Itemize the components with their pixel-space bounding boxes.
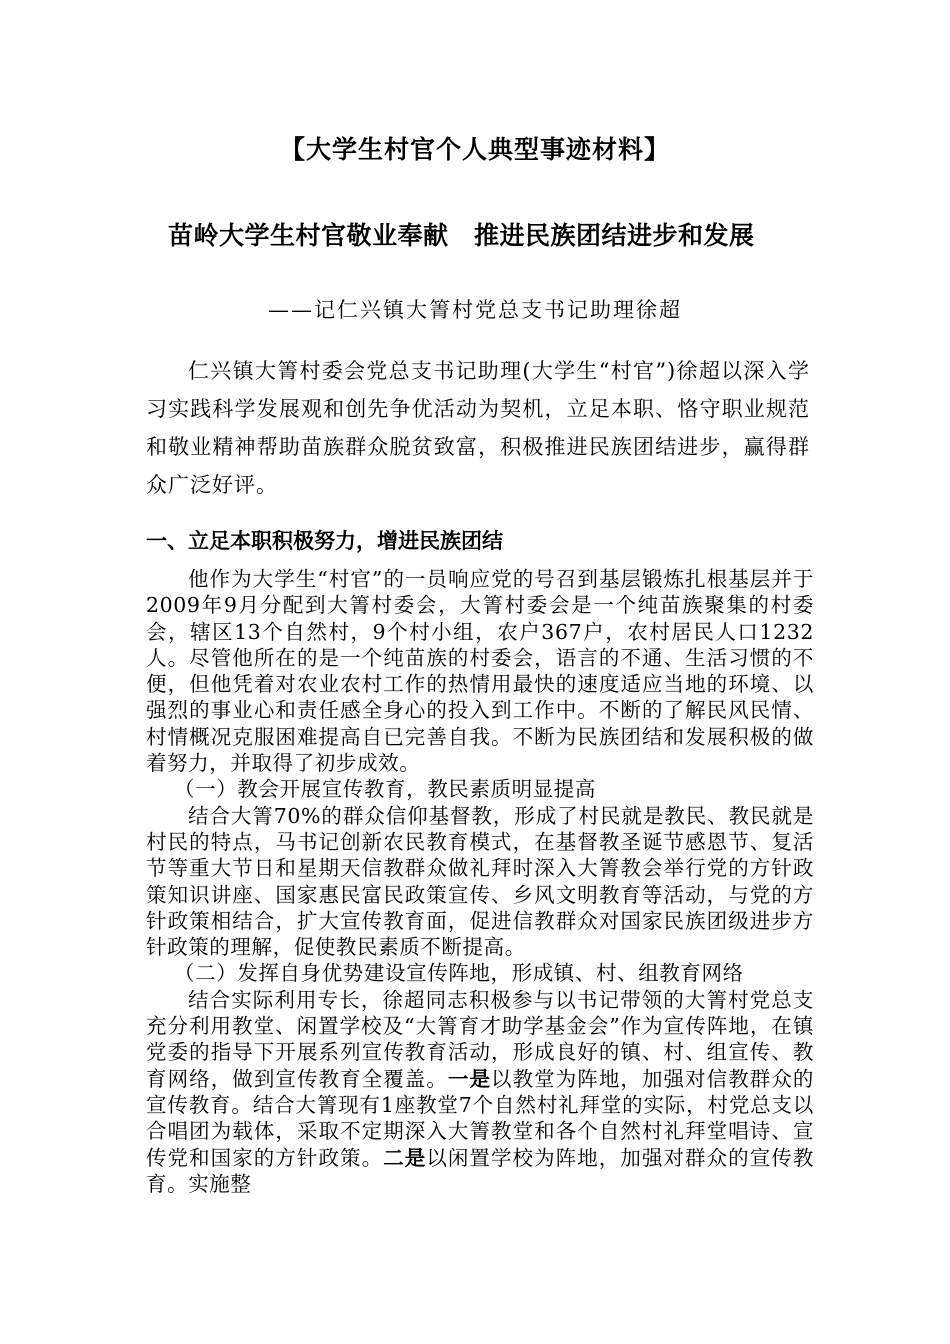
intro-paragraph: 仁兴镇大箐村委会党总支书记助理(大学生“村官”)徐超以深入学习实践科学发展观和创先争优活动为契机，立足本职、恪守职业规范和敬业精神帮助苗族群众脱贫致富，积极推进民族团结进步，赢得群众广泛好评。	[146, 359, 810, 497]
subsection-paragraph	[146, 987, 814, 1197]
paragraph-text: 以教堂为阵地，加强对信教群众的宣传教育。结合大箐现有1座教堂7个自然村礼拜堂的实际，村党总支以合唱团为载体，采取不定期深入大箐教堂和各个自然村礼拜堂唱诗、宣传党和国家的方针政策。	[146, 1066, 815, 1170]
subsection-heading: （二）发挥自身优势建设宣传阵地，形成镇、村、组教育网络	[174, 961, 744, 986]
document-headline: 苗岭大学生村官敬业奉献 推进民族团结进步和发展	[168, 221, 755, 250]
subsection-heading: （一）教会开展宣传教育，教民素质明显提高	[174, 777, 596, 802]
paragraph-text: 结合实际利用专长，徐超同志积极参与以书记带领的大箐村党总支充分利用教堂、闲置学校及“大箐育才助学基金会”作为宣传阵地，在镇党委的指导下开展系列宣传教育活动，形成良好的镇、村、组宣传、教育网络，做到宣传教育全覆盖。	[146, 987, 814, 1091]
document-subtitle: ——记仁兴镇大箐村党总支书记助理徐超	[268, 298, 682, 322]
section-body	[146, 566, 814, 1197]
paragraph-text: 以闲置学校为阵地，加强对群众的宣传教育。实施整	[146, 1145, 814, 1196]
document-title: 【大学生村官个人典型事迹材料】	[279, 135, 670, 164]
section-heading: 一、立足本职积极努力，增进民族团结	[146, 529, 503, 553]
section-paragraph: 他作为大学生“村官”的一员响应党的号召到基层锻炼扎根基层并于2009年9月分配到大箐村委会，大箐村委会是一个纯苗族聚集的村委会，辖区13个自然村，9个村小组，农户367户，农村居民人口1232人。尽管他所在的是一个纯苗族的村委会，语言的不通、生活习惯的不便，但他凭着对农业农村工作的热情用最快的速度适应当地的环境、以强烈的事业心和责任感全身心的投入到工作中。不断的了解民风民情、村情概况克服困难提高自已完善自我。不断为民族团结和发展积极的做着努力，并取得了初步成效。	[146, 567, 814, 776]
subsection-paragraph: 结合大箐70%的群众信仰基督教，形成了村民就是教民、教民就是村民的特点，马书记创新农民教育模式，在基督教圣诞节感恩节、复活节等重大节日和星期天信教群众做礼拜时深入大箐教会举行党的方针政策知识讲座、国家惠民富民政策宣传、乡风文明教育等活动，与党的方针政策相结合，扩大宣传教育面，促进信教群众对国家民族团级进步方针政策的理解，促使教民素质不断提高。	[146, 803, 814, 960]
emphasis-text: 二是	[383, 1145, 427, 1170]
emphasis-text: 一是	[447, 1066, 492, 1091]
